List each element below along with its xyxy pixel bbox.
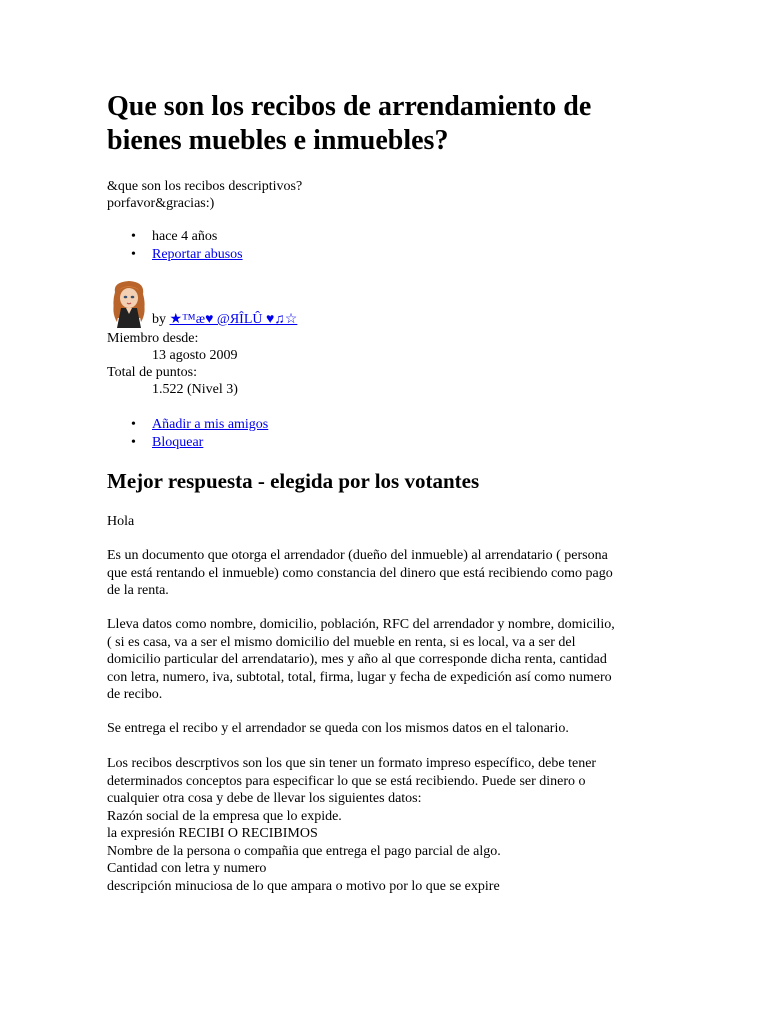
text-line: con letra, numero, iva, subtotal, total, firma, lugar y fecha de expedición así como numero: [107, 669, 612, 685]
author-actions-list: [107, 416, 268, 451]
by-label: by: [152, 312, 166, 327]
text-line: Es un documento que otorga el arrendador (dueño del inmueble) al arrendatario ( persona: [107, 548, 608, 563]
question-meta-list: [107, 228, 243, 263]
question-details-line-2: porfavor&gracias:): [107, 196, 215, 211]
author-name-link[interactable]: ★™æ♥ @ЯÎLÛ ♥♫☆: [169, 312, 298, 327]
text-line: la expresión RECIBI O RECIBIMOS: [107, 826, 318, 841]
answer-paragraph-1: [107, 547, 667, 600]
text-line: domicilio particular del arrendatario), mes y año al que corresponde dicha renta, cantidad: [107, 652, 607, 667]
avatar[interactable]: [107, 278, 151, 328]
points-value: 1.522 (Nivel 3): [152, 382, 238, 397]
list-item: [107, 246, 243, 264]
time-ago: hace 4 años: [152, 229, 218, 244]
answer-greeting: Hola: [107, 514, 135, 529]
add-friend-link[interactable]: Añadir a mis amigos: [152, 417, 269, 432]
member-since-value: 13 agosto 2009: [152, 348, 238, 363]
text-line: Se entrega el recibo y el arrendador se queda con los mismos datos en el talonario.: [107, 721, 569, 736]
answer-paragraph-4: [107, 755, 667, 895]
text-line: de la renta.: [107, 583, 169, 598]
text-line: descripción minuciosa de lo que ampara o motivo por lo que se expire: [107, 878, 500, 894]
best-answer-heading: Mejor respuesta - elegida por los votantes: [107, 469, 480, 493]
report-abuse-link[interactable]: Reportar abusos: [152, 246, 243, 262]
list-item: [107, 434, 268, 452]
text-line: Cantidad con letra y numero: [107, 861, 267, 876]
answer-paragraph-2: [107, 616, 667, 704]
text-line: cualquier otra cosa y debe de llevar los siguientes datos:: [107, 791, 422, 806]
block-link[interactable]: Bloquear: [152, 434, 204, 450]
text-line: Nombre de la persona o compañia que entrega el pago parcial de algo.: [107, 843, 501, 859]
text-line: ( si es casa, va a ser el mismo domicilio del mueble en renta, si es local, va a ser del: [107, 634, 576, 650]
text-line: Lleva datos como nombre, domicilio, población, RFC del arrendador y nombre, domicilio,: [107, 617, 615, 632]
text-line: Razón social de la empresa que lo expide.: [107, 808, 342, 824]
question-details-line-1: &que son los recibos descriptivos?: [107, 179, 303, 194]
text-line: determinados conceptos para especificar lo que se está recibiendo. Puede ser dinero o: [107, 773, 586, 789]
question-title: Que son los recibos de arrendamiento de bienes muebles e inmuebles?: [107, 91, 592, 156]
text-line: de recibo.: [107, 687, 163, 702]
answer-paragraph-3: [107, 720, 667, 738]
list-item: [107, 416, 268, 434]
list-item: [107, 228, 243, 246]
author-line: [152, 311, 297, 329]
points-label: Total de puntos:: [107, 365, 198, 380]
text-line: que está rentando el inmueble) como constancia del dinero que está recibiendo como pago: [107, 565, 613, 581]
member-since-label: Miembro desde:: [107, 331, 199, 346]
text-line: Los recibos descrptivos son los que sin tener un formato impreso específico, debe tener: [107, 756, 597, 771]
